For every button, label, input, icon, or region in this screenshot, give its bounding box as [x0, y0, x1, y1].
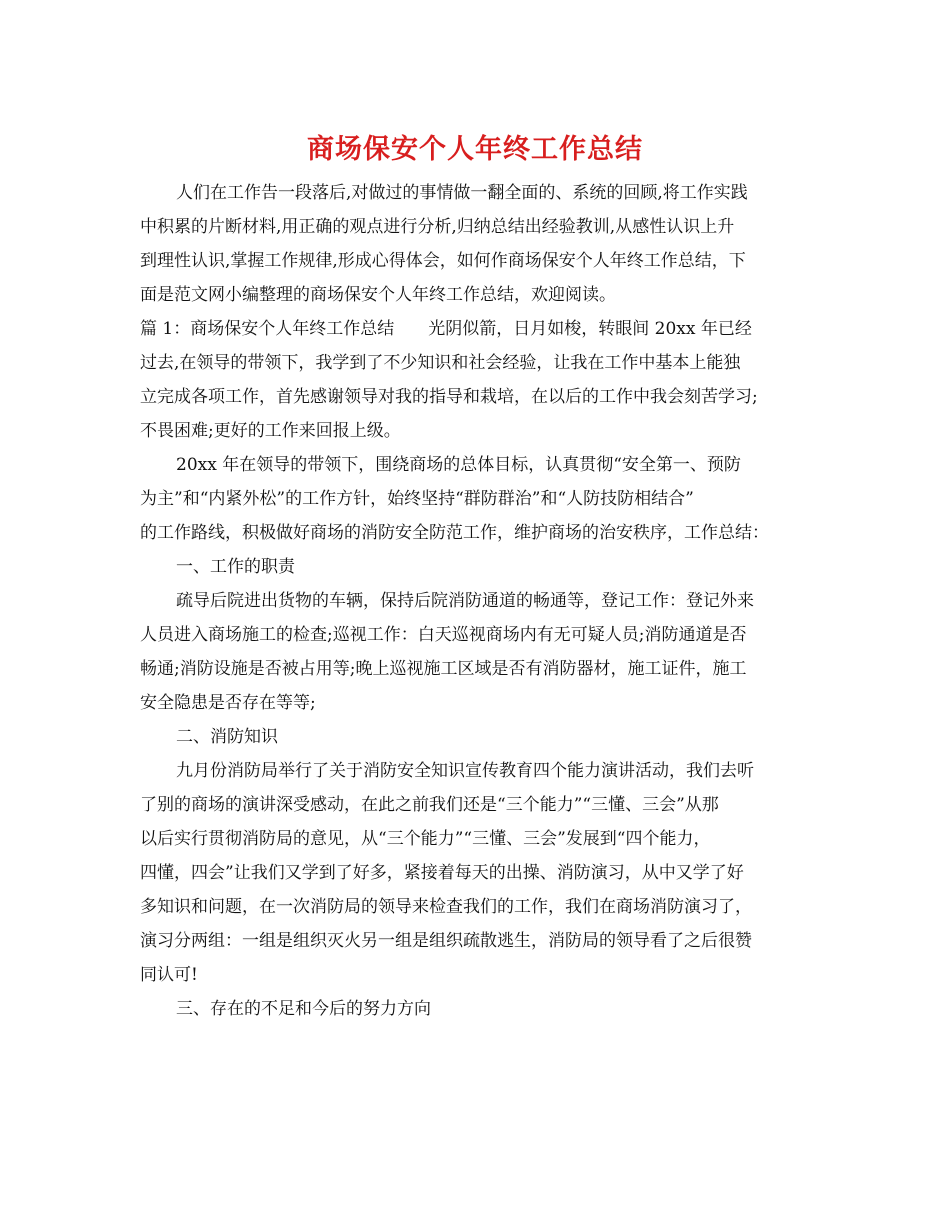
text-line: 面是范文网小编整理的商场保安个人年终工作总结，欢迎阅读。 — [140, 285, 616, 305]
section-heading: 一、工作的职责 — [176, 557, 295, 577]
text-line: 演习分两组：一组是组织灭火另一组是组织疏散逃生，消防局的领导看了之后很赞 — [140, 931, 752, 951]
text-line: 的工作路线，积极做好商场的消防安全防范工作，维护商场的治安秩序，工作总结： — [140, 523, 769, 543]
document-title: 商场保安个人年终工作总结 — [307, 134, 643, 165]
text-line: 了别的商场的演讲深受感动，在此之前我们还是“三个能力”“三懂、三会”从那 — [140, 795, 719, 815]
text-line: 疏导后院进出货物的车辆，保持后院消防通道的畅通等，登记工作：登记外来 — [176, 591, 754, 611]
text-line: 人员进入商场施工的检查;巡视工作：白天巡视商场内有无可疑人员;消防通道是否 — [140, 625, 747, 645]
text-line: 人们在工作告一段落后,对做过的事情做一翻全面的、系统的回顾,将工作实践 — [176, 183, 748, 203]
section-heading: 二、消防知识 — [176, 727, 278, 747]
section-heading: 三、存在的不足和今后的努力方向 — [176, 999, 431, 1019]
text-line: 安全隐患是否存在等等; — [140, 693, 316, 713]
text-line: 立完成各项工作，首先感谢领导对我的指导和栽培，在以后的工作中我会刻苦学习; — [140, 387, 758, 407]
text-line: 多知识和问题，在一次消防局的领导来检查我们的工作，我们在商场消防演习了， — [140, 897, 752, 917]
text-line: 过去,在领导的带领下，我学到了不少知识和社会经验，让我在工作中基本上能独 — [140, 353, 741, 373]
text-line: 为主”和“内紧外松”的工作方针，始终坚持“群防群治”和“人防技防相结合” — [140, 489, 694, 509]
text-line: 畅通;消防设施是否被占用等;晚上巡视施工区域是否有消防器材，施工证件，施工 — [140, 659, 747, 679]
text-line: 篇 1：商场保安个人年终工作总结 光阴似箭，日月如梭，转眼间 20xx 年已经 — [140, 319, 752, 339]
text-line: 不畏困难;更好的工作来回报上级。 — [140, 421, 401, 441]
text-line: 四懂，四会”让我们又学到了好多，紧接着每天的出操、消防演习，从中又学了好 — [140, 863, 744, 883]
text-line: 到理性认识,掌握工作规律,形成心得体会，如何作商场保安个人年终工作总结，下 — [140, 251, 746, 271]
text-line: 同认可! — [140, 965, 198, 985]
text-line: 20xx 年在领导的带领下，围绕商场的总体目标，认真贯彻“安全第一、预防 — [176, 455, 741, 475]
text-line: 中积累的片断材料,用正确的观点进行分析,归纳总结出经验教训,从感性认识上升 — [140, 217, 735, 237]
text-line: 九月份消防局举行了关于消防安全知识宣传教育四个能力演讲活动，我们去听 — [176, 761, 754, 781]
text-line: 以后实行贯彻消防局的意见，从“三个能力”“三懂、三会”发展到“四个能力， — [140, 829, 711, 849]
